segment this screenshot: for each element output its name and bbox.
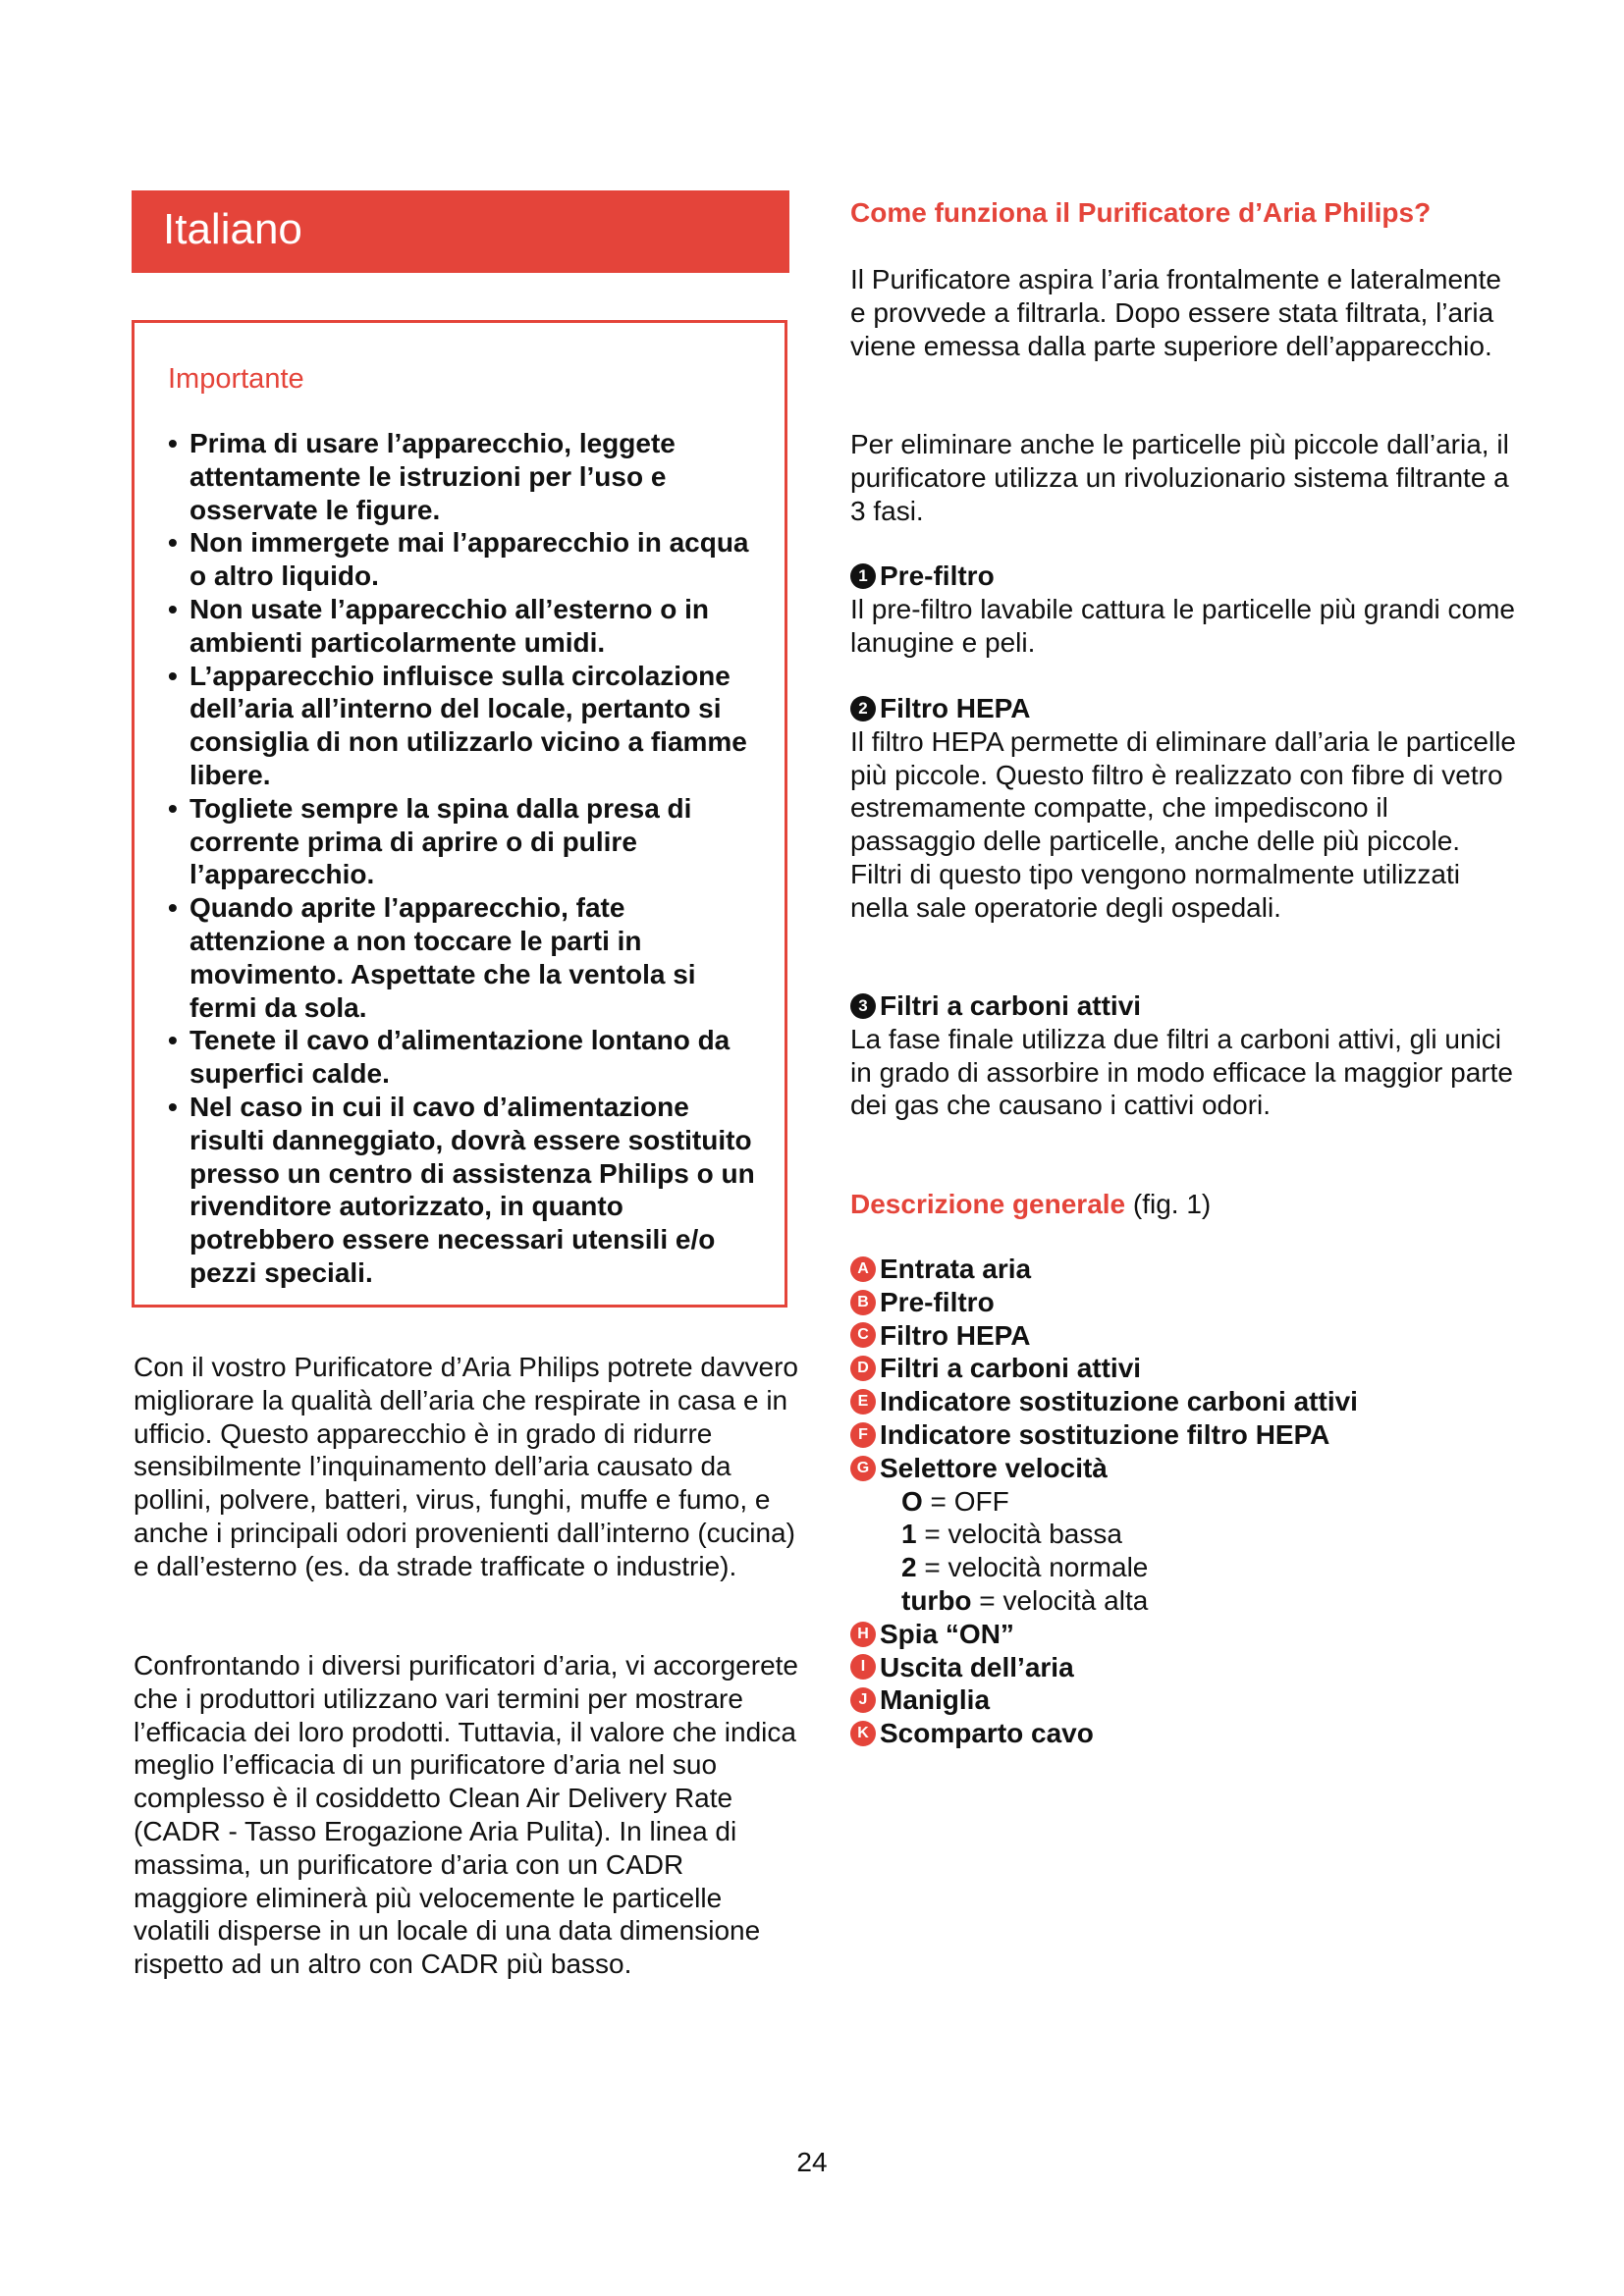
- filter-section-carbon: [850, 989, 1518, 1122]
- speed-value: = velocità bassa: [916, 1519, 1122, 1550]
- filter-text: Il pre-filtro lavabile cattura le particelle più grandi come lanugine e peli.: [850, 593, 1515, 658]
- letter-j-icon: J: [850, 1687, 876, 1713]
- part-label: Selettore velocità: [880, 1452, 1108, 1483]
- number-1-icon: 1: [850, 563, 876, 589]
- letter-d-icon: D: [850, 1356, 876, 1381]
- warning-item: • L’apparecchio influisce sulla circolazione dell’aria all’interno del locale, pertanto si consiglia di non utilizzarlo vicino a fiamme libere.: [168, 660, 767, 792]
- warning-item: • Nel caso in cui il cavo d’alimentazione risulti danneggiato, dovrà essere sostituito presso un centro di assistenza Philips o un rivenditore autorizzato, in quanto potrebbero essere necessari utensili e/o pezzi speciali.: [168, 1091, 767, 1290]
- warning-list: [168, 427, 767, 1290]
- part-item: [850, 1418, 1518, 1452]
- part-item: [850, 1717, 1518, 1750]
- part-item: [850, 1385, 1518, 1418]
- part-label: Filtro HEPA: [880, 1319, 1031, 1351]
- part-item: [850, 1683, 1518, 1717]
- cadr-paragraph: Confrontando i diversi purificatori d’aria, vi accorgerete che i produttori utilizzano vari termini per mostrare l’efficacia dei loro prodotti. Tuttavia, il valore che indica meglio l’efficacia di un purificatore d’aria nel suo complesso è il cosiddetto Clean Air Delivery Rate (CADR - Tasso Erogazione Aria Pulita). In linea di massima, un purificatore d’aria con un CADR maggiore eliminerà più velocemente le particelle volatili disperse in un locale di una data dimensione rispetto ad un altro con CADR più basso.: [134, 1650, 798, 1980]
- filter-section-prefilter: [850, 560, 1518, 659]
- language-title: Italiano: [163, 205, 302, 253]
- part-label: Maniglia: [880, 1684, 991, 1716]
- part-label: Scomparto cavo: [880, 1718, 1094, 1749]
- speed-item: [901, 1518, 1518, 1551]
- part-label: Spia “ON”: [880, 1618, 1014, 1649]
- speed-value: = velocità alta: [971, 1584, 1149, 1616]
- warning-item: • Non usate l’apparecchio all’esterno o in ambienti particolarmente umidi.: [168, 593, 767, 660]
- part-item: [850, 1651, 1518, 1684]
- warning-item: • Tenete il cavo d’alimentazione lontano da superfici calde.: [168, 1024, 767, 1091]
- description-heading: [850, 1188, 1211, 1221]
- letter-e-icon: E: [850, 1389, 876, 1415]
- speed-list: [850, 1485, 1518, 1618]
- part-label: Filtri a carboni attivi: [880, 1353, 1142, 1384]
- speed-item: [901, 1584, 1518, 1618]
- letter-a-icon: A: [850, 1256, 876, 1282]
- letter-c-icon: C: [850, 1322, 876, 1348]
- part-label: Pre-filtro: [880, 1286, 995, 1317]
- how-it-works-title: Come funziona il Purificatore d’Aria Philips?: [850, 197, 1432, 228]
- filter-title: Filtro HEPA: [880, 693, 1031, 723]
- part-label: Indicatore sostituzione carboni attivi: [880, 1386, 1358, 1417]
- letter-k-icon: K: [850, 1721, 876, 1746]
- description-title: Descrizione generale: [850, 1189, 1126, 1219]
- intro-paragraph: Con il vostro Purificatore d’Aria Philips potrete davvero migliorare la qualità dell’aria che respirate in casa e in ufficio. Questo apparecchio è in grado di ridurre sensibilmente l’inquinamento dell’aria causato da pollini, polvere, batteri, virus, funghi, muffe e fumo, e anche i principali odori provenienti dall’interno (cucina) e dall’esterno (es. da strade trafficate o industrie).: [134, 1352, 798, 1581]
- important-title: Importante: [168, 363, 304, 395]
- number-3-icon: 3: [850, 993, 876, 1019]
- filter-system-paragraph: Per eliminare anche le particelle più piccole dall’aria, il purificatore utilizza un rivoluzionario sistema filtrante a 3 fasi.: [850, 429, 1509, 526]
- part-item: [850, 1452, 1518, 1485]
- speed-value: = velocità normale: [916, 1552, 1149, 1583]
- important-warning-box: [132, 320, 787, 1308]
- speed-key: O: [901, 1485, 923, 1517]
- how-it-works-paragraph: Il Purificatore aspira l’aria frontalmente e lateralmente e provvede a filtrarla. Dopo essere stata filtrata, l’aria viene emessa dalla parte superiore dell’apparecchio.: [850, 264, 1501, 361]
- filter-text: Il filtro HEPA permette di eliminare dall’aria le particelle più piccole. Questo filtro è realizzato con fibre di vetro estremamente compatte, che impediscono il passaggio delle particelle, anche delle più piccole. Filtri di questo tipo vengono normalmente utilizzati nella sale operatorie degli ospedali.: [850, 725, 1516, 923]
- filter-section-hepa: [850, 692, 1518, 925]
- warning-item: • Quando aprite l’apparecchio, fate attenzione a non toccare le parti in movimento. Aspettate che la ventola si fermi da sola.: [168, 891, 767, 1024]
- speed-item: [901, 1551, 1518, 1584]
- part-item: [850, 1286, 1518, 1319]
- part-item: [850, 1319, 1518, 1353]
- filter-text: La fase finale utilizza due filtri a carboni attivi, gli unici in grado di assorbire in modo efficace la maggior parte dei gas che causano i cattivi odori.: [850, 1023, 1513, 1121]
- speed-value: = OFF: [922, 1485, 1009, 1517]
- letter-h-icon: H: [850, 1622, 876, 1647]
- parts-list: [850, 1253, 1518, 1750]
- speed-key: 2: [901, 1552, 917, 1583]
- letter-f-icon: F: [850, 1422, 876, 1448]
- warning-item: • Non immergete mai l’apparecchio in acqua o altro liquido.: [168, 526, 767, 593]
- letter-i-icon: I: [850, 1654, 876, 1680]
- part-label: Uscita dell’aria: [880, 1651, 1074, 1682]
- filter-title: Pre-filtro: [880, 561, 995, 591]
- language-banner: [132, 190, 789, 273]
- filter-title: Filtri a carboni attivi: [880, 990, 1142, 1021]
- warning-item: • Togliete sempre la spina dalla presa di corrente prima di aprire o di pulire l’apparecchio.: [168, 792, 767, 891]
- part-item: [850, 1618, 1518, 1651]
- warning-item: • Prima di usare l’apparecchio, leggete attentamente le istruzioni per l’uso e osservate le figure.: [168, 427, 767, 526]
- part-label: Indicatore sostituzione filtro HEPA: [880, 1418, 1330, 1450]
- page-number: 24: [796, 2147, 828, 2177]
- figure-reference: (fig. 1): [1132, 1189, 1212, 1219]
- part-item: [850, 1352, 1518, 1385]
- number-2-icon: 2: [850, 696, 876, 721]
- letter-b-icon: B: [850, 1290, 876, 1315]
- part-item: [850, 1253, 1518, 1286]
- speed-item: [901, 1485, 1518, 1519]
- speed-key: 1: [901, 1519, 917, 1550]
- part-label: Entrata aria: [880, 1254, 1032, 1284]
- letter-g-icon: G: [850, 1456, 876, 1481]
- speed-key: turbo: [901, 1584, 972, 1616]
- speed-settings: [850, 1485, 1518, 1618]
